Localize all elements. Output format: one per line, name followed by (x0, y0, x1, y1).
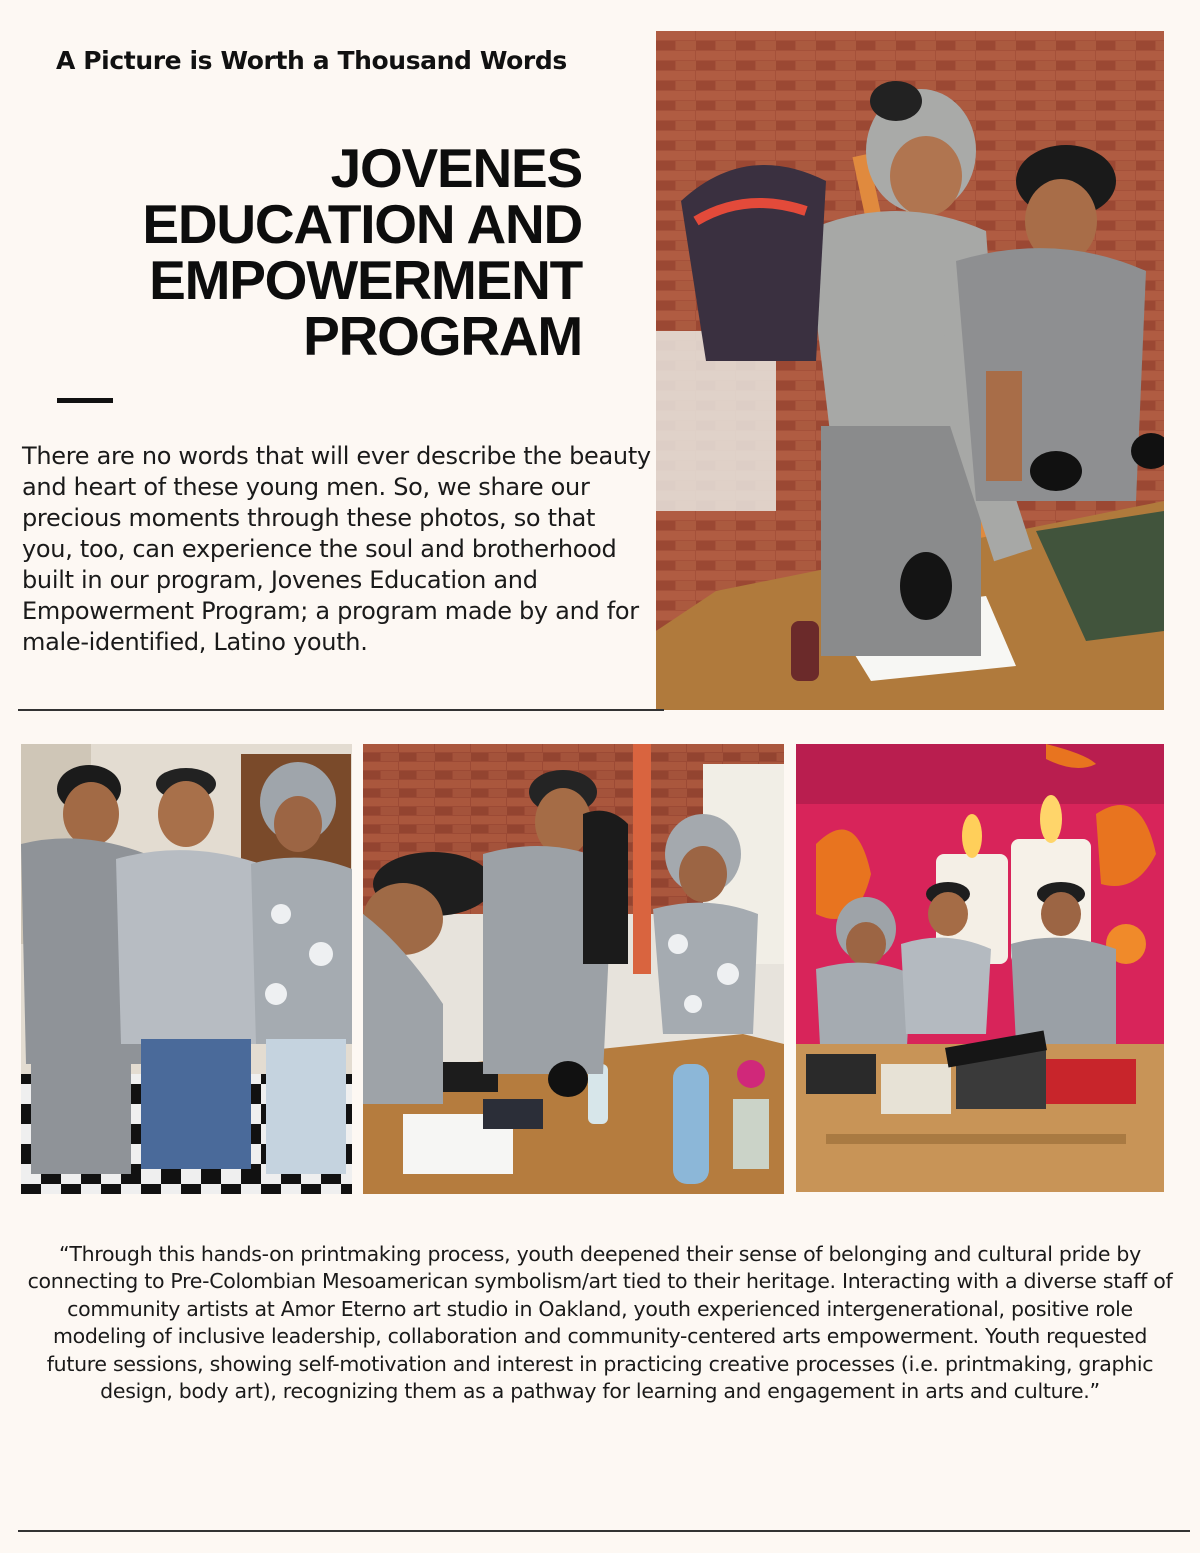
section-divider (18, 709, 664, 711)
group-portrait-photo (21, 744, 352, 1194)
title-divider (57, 398, 113, 403)
mural-lounge-photo (796, 744, 1164, 1192)
workshop-table-photo (363, 744, 784, 1194)
title-line: JOVENES (330, 137, 582, 199)
title-line: EMPOWERMENT (149, 249, 582, 311)
page-kicker: A Picture is Worth a Thousand Words (56, 46, 567, 75)
intro-paragraph: There are no words that will ever describe the beauty and heart of these young men. So, we share our precious moments through these photos, so that you, too, can experience the soul and brotherhood built in our program, Jovenes Education and Empowerment Program; a program made by and for male-identified, Latino youth. (22, 442, 651, 656)
printmaking-photo (656, 31, 1164, 710)
impact-quote: “Through this hands-on printmaking process, youth deepened their sense of belonging and cultural pride by connecting to Pre-Colombian Mesoamerican symbolism/art tied to their heritage. Interacting with a diverse staff of community artists at Amor Eterno art studio in Oakland, youth experienced intergenerational, positive role modeling of inclusive leadership, collaboration and community-centered arts empowerment. Youth requested future sessions, showing self-motivation and interest in practicing creative processes (i.e. printmaking, graphic design, body art), recognizing them as a pathway for learning and engagement in arts and culture.” (27, 1242, 1173, 1404)
footer-divider (18, 1530, 1190, 1532)
page-title (30, 137, 582, 367)
title-line: EDUCATION AND (142, 193, 582, 255)
title-line: PROGRAM (303, 305, 582, 367)
